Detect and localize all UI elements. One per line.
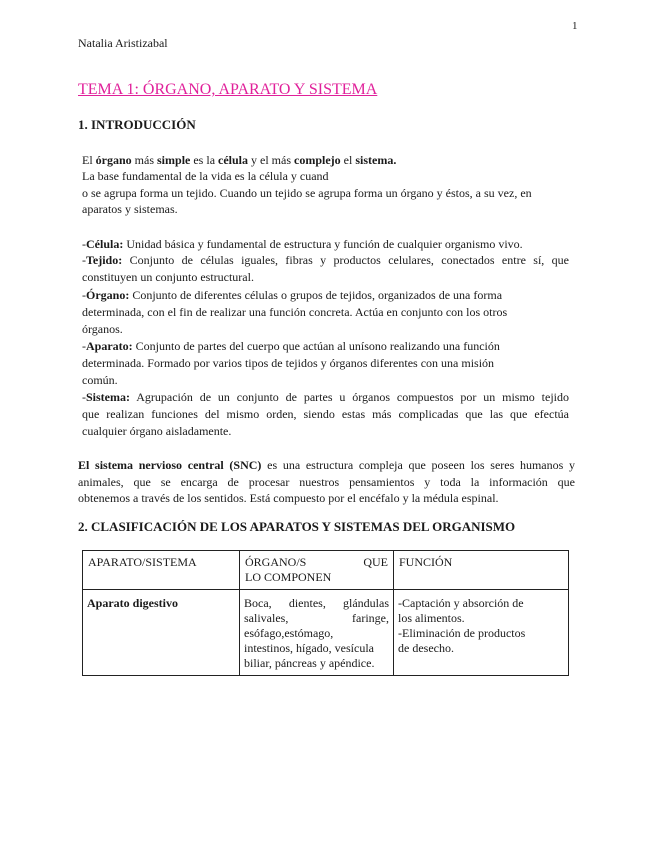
term-organo: Órgano: <box>86 288 130 302</box>
header-text: LO COMPONEN <box>245 570 332 584</box>
intro-bold: simple <box>157 153 191 167</box>
intro-bold: órgano <box>95 153 132 167</box>
header-aparato-sistema <box>83 551 240 590</box>
organs-line: Boca, dientes, glándulas <box>244 596 389 610</box>
definition-text: Conjunto de partes del cuerpo que actúan al unísono realizando una función <box>132 339 500 353</box>
snc-line-3: obtenemos a través de los sentidos. Está compuesto por el encéfalo y la médula espinal. <box>78 491 499 505</box>
definition-celula: -Célula: Unidad básica y fundamental de estructura y función de cualquier organismo vivo. <box>82 237 523 251</box>
cell-function <box>394 590 569 676</box>
intro-line-2: La base fundamental de la vida es la célula y cuand <box>82 169 329 183</box>
intro-text: más <box>131 153 158 167</box>
page-number: 1 <box>572 20 578 32</box>
definition-sistema-cont: que realizan funciones del mismo orden, siendo estas más complicadas que las que efectúa <box>82 407 569 421</box>
section-heading-introduccion: 1. INTRODUCCIÓN <box>78 117 196 132</box>
definition-organo-cont: órganos. <box>82 322 123 336</box>
cell-system <box>83 590 240 676</box>
intro-line-4: aparatos y sistemas. <box>82 202 178 216</box>
function-line: los alimentos. <box>398 611 465 625</box>
header-funcion <box>394 551 569 590</box>
definition-aparato-cont: determinada. Formado por varios tipos de tejidos y órganos diferentes con una misión <box>82 356 495 370</box>
snc-line-2: animales, que se encarga de procesar nuestros pensamientos y toda la información que <box>78 475 575 489</box>
section-heading-clasificacion: 2. CLASIFICACIÓN DE LOS APARATOS Y SISTEMAS DEL ORGANISMO <box>78 519 516 534</box>
snc-text: es una estructura compleja que poseen los seres humanos y <box>261 458 575 472</box>
classification-table <box>82 550 569 676</box>
definition-text: Agrupación de un conjunto de partes u órganos compuestos por un mismo tejido <box>130 390 569 404</box>
definition-sistema-cont: cualquier órgano aisladamente. <box>82 424 232 438</box>
header-text: ÓRGANO/S QUE <box>245 555 388 569</box>
intro-text: es la <box>190 153 219 167</box>
snc-line-1 <box>78 457 575 474</box>
intro-text: El <box>82 153 96 167</box>
definition-aparato: -Aparato: Conjunto de partes del cuerpo que actúan al unísono realizando una función <box>82 339 500 353</box>
term-aparato: Aparato: <box>86 339 133 353</box>
organs-line: esófago,estómago, <box>244 626 334 640</box>
term-sistema: Sistema: <box>86 390 130 404</box>
definition-tejido-cont: constituyen un conjunto estructural. <box>82 270 254 284</box>
definition-text: Conjunto de diferentes células o grupos de tejidos, organizados de una forma <box>129 288 503 302</box>
definition-aparato-cont: común. <box>82 373 118 387</box>
term-celula: Célula: <box>86 237 124 251</box>
header-text: APARATO/SISTEMA <box>88 555 197 569</box>
intro-bold: complejo <box>294 153 341 167</box>
intro-line-3: o se agrupa forma un tejido. Cuando un tejido se agrupa forma un órgano y éstos, a su vez, en <box>82 186 532 200</box>
function-line: de desecho. <box>398 641 454 655</box>
document-title: TEMA 1: ÓRGANO, APARATO Y SISTEMA <box>78 81 378 98</box>
header-text: FUNCIÓN <box>399 555 453 569</box>
definition-text: Unidad básica y fundamental de estructura y función de cualquier organismo vivo. <box>123 237 523 251</box>
function-line: -Captación y absorción de <box>398 596 524 610</box>
definition-text: Conjunto de células iguales, fibras y productos celulares, conectados entre sí, que <box>122 253 569 267</box>
intro-text: y el más <box>248 153 295 167</box>
snc-term: El sistema nervioso central (SNC) <box>78 458 262 472</box>
term-tejido: Tejido: <box>86 253 123 267</box>
definition-organo: -Órgano: Conjunto de diferentes células o grupos de tejidos, organizados de una forma <box>82 288 503 302</box>
intro-bold: sistema. <box>355 153 397 167</box>
table-row <box>83 590 569 676</box>
intro-text: el <box>340 153 356 167</box>
header-organos <box>240 551 394 590</box>
organs-line: intestinos, hígado, vesícula <box>244 641 374 655</box>
intro-bold: célula <box>218 153 249 167</box>
organs-line: salivales, faringe, <box>244 611 389 625</box>
organs-line: biliar, páncreas y apéndice. <box>244 656 375 670</box>
definition-tejido: -Tejido: Conjunto de células iguales, fibras y productos celulares, conectados entre sí, que <box>82 253 569 267</box>
definition-organo-cont: determinada, con el fin de realizar una función concreta. Actúa en conjunto con los otros <box>82 305 508 319</box>
intro-line-1 <box>82 152 396 169</box>
definition-sistema: -Sistema: Agrupación de un conjunto de partes u órganos compuestos por un mismo tejido <box>82 390 569 404</box>
author-name: Natalia Aristizabal <box>78 36 168 50</box>
function-line: -Eliminación de productos <box>398 626 526 640</box>
system-name: Aparato digestivo <box>87 596 178 610</box>
table-header-row <box>83 551 569 590</box>
cell-organs <box>240 590 394 676</box>
